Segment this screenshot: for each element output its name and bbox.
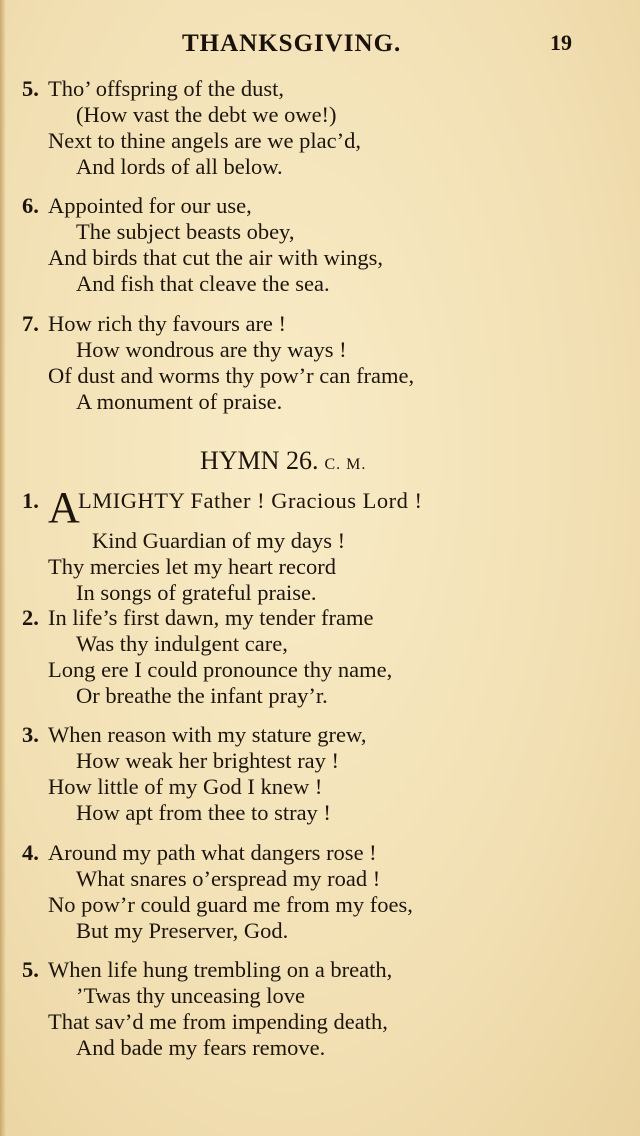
stanza-number: 4. [22,840,39,865]
stanza-line: How rich thy favours are ! [48,311,287,336]
stanza-line: Or breathe the infant pray’r. [76,683,328,708]
stanza-number: 5. [22,76,39,101]
stanza-line: And lords of all below. [76,154,283,179]
stanza-line: Tho’ offspring of the dust, [48,76,285,101]
stanza-line: How weak her brightest ray ! [76,748,340,773]
hymn-stanza-1 [22,483,622,606]
hymn-stanza-5 [22,957,622,1061]
stanza-line: What snares o’erspread my road ! [76,866,381,891]
stanza-number: 3. [22,722,39,747]
stanza-line: But my Preserver, God. [76,918,289,943]
stanza-line: And birds that cut the air with wings, [48,245,383,270]
stanza-line: Of dust and worms thy pow’r can frame, [48,363,415,388]
stanza-number: 7. [22,311,39,336]
page-gutter-edge [0,0,6,1136]
stanza-line: How wondrous are thy ways ! [76,337,347,362]
stanza-number: 1. [22,488,39,513]
stanza-6-prev [22,193,622,297]
page-number: 19 [550,30,572,55]
stanza-line: And bade my fears remove. [76,1035,326,1060]
stanza-line: That sav’d me from impending death, [48,1009,388,1034]
stanza-line: When reason with my stature grew, [48,722,367,747]
hymn-stanza-3 [22,722,622,826]
stanza-number: 6. [22,193,39,218]
stanza-line: LMIGHTY Father ! Gracious Lord ! [78,488,423,513]
hymn-heading [200,446,366,476]
stanza-line: How little of my God I knew ! [48,774,323,799]
stanza-line: When life hung trembling on a breath, [48,957,393,982]
stanza-line: Kind Guardian of my days ! [92,528,346,553]
stanza-line: Around my path what dangers rose ! [48,840,377,865]
stanza-line: Long ere I could pronounce thy name, [48,657,393,682]
hymn-meter: C. M. [324,456,367,473]
hymn-number: HYMN 26. [200,446,319,475]
stanza-line: Thy mercies let my heart record [48,554,336,579]
hymn-stanza-2 [22,605,622,709]
hymn-stanza-4 [22,840,622,944]
stanza-line: (How vast the debt we owe!) [76,102,337,127]
stanza-number: 5. [22,957,39,982]
stanza-5-prev [22,76,622,180]
stanza-line: Appointed for our use, [48,193,252,218]
stanza-line: A monument of praise. [76,389,283,414]
stanza-line: Was thy indulgent care, [76,631,288,656]
stanza-line: In life’s first dawn, my tender frame [48,605,374,630]
drop-cap: A [48,483,80,532]
stanza-line: ’Twas thy unceasing love [76,983,305,1008]
stanza-7-prev [22,311,622,415]
running-head-title: THANKSGIVING. [182,30,402,57]
stanza-line: The subject beasts obey, [76,219,295,244]
stanza-line: How apt from thee to stray ! [76,800,331,825]
stanza-line: And fish that cleave the sea. [76,271,330,296]
stanza-line: No pow’r could guard me from my foes, [48,892,413,917]
stanza-number: 2. [22,605,39,630]
stanza-line: In songs of grateful praise. [76,580,317,605]
stanza-line: Next to thine angels are we plac’d, [48,128,362,153]
